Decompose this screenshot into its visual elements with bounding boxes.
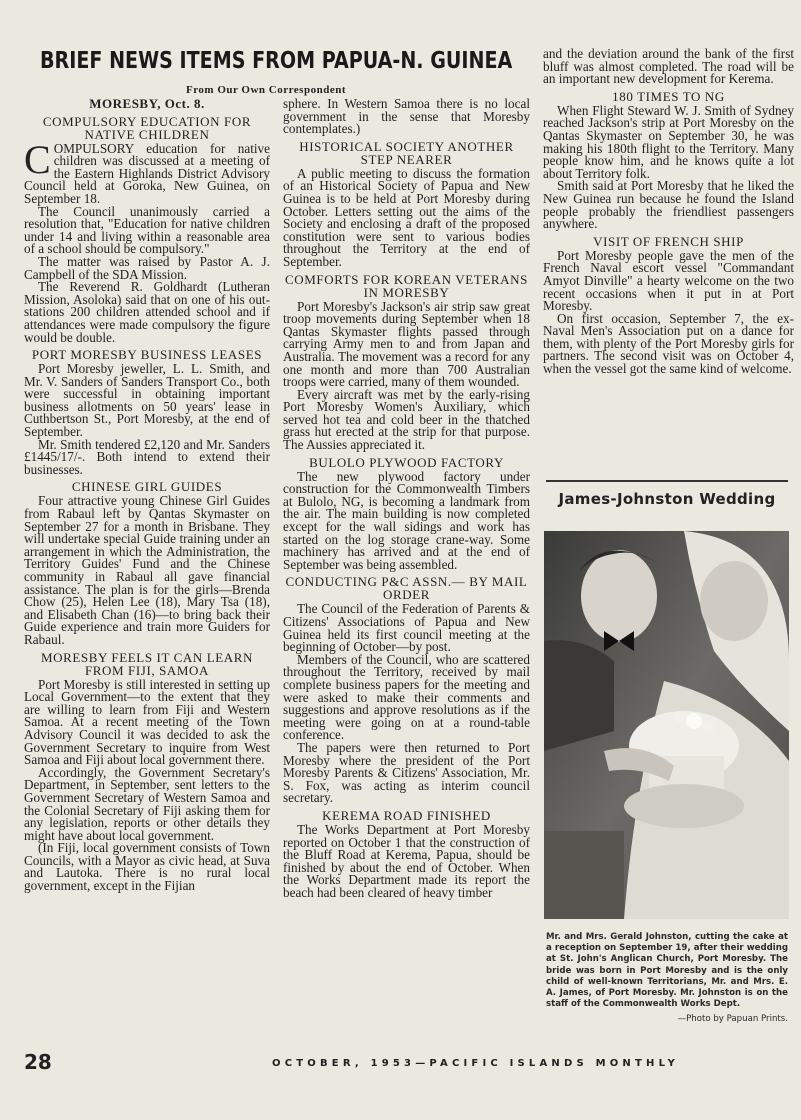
article-paragraph: The new plywood factory under construction for the Commonwealth Timbers at Bulolo, NG, is becoming a landmark from the air. The main building is now completed except for the wall sidings and work has started on the log storage crane-way. Some machinery has arrived and at the end of September was being assembled. [283, 468, 530, 572]
wedding-photo [544, 531, 789, 919]
subhead-180-times: 180 TIMES TO NG [612, 88, 725, 104]
byline: From Our Own Correspondent [186, 84, 346, 96]
article-paragraph: Four attractive young Chinese Girl Guides from Rabaul left by Qantas Skymaster on September 27 for a month in Brisbane. They will undertake special Guide training under an arrangement in which the Administration, the Territory Guides' Fund and the Chinese community in Rabaul all gave financial assistance. The plan is for the girls—Brenda Chow (25), Helen Lee (18), Mary Tsa (18), and Elisabeth Chan (16)—to bring back their Guide experience and train more Guiders for Rabaul. [24, 493, 270, 647]
caption-text: Mr. and Mrs. Gerald Johnston, cutting the cake at a reception on September 19, after their wedding at St. John's Anglican Church, Port Moresby. The bride was born in Port Moresby and is the only child of well-known Territorians, Mr. and Mrs. E. A. James, of Port Moresby. Mr. Johnston is on the staff of the Commonwealth Works Dept. [546, 932, 788, 1010]
article-paragraph: sphere. In Western Samoa there is no local government in the sense that Moresby contemplates.) [283, 98, 530, 137]
issue-footer: OCTOBER, 1953—PACIFIC ISLANDS MONTHLY [272, 1058, 680, 1069]
subhead-bulolo-plywood: BULOLO PLYWOOD FACTORY [309, 454, 504, 470]
column-1 [24, 98, 270, 1068]
article-paragraph: Port Moresby people gave the men of the French Naval escort vessel "Commandant Amyot Dinville" a hearty welcome on the two recent occasions when it put in at Port Moresby. [543, 247, 794, 314]
wedding-photo-illustration [544, 531, 789, 919]
subhead-pc-assn: CONDUCTING P&C ASSN.— BY MAIL ORDER [285, 574, 528, 603]
article-paragraph: The papers were then returned to Port Moresby where the president of the Port Moresby Parents & Citizens' Association, Mr. S. Fox, was acting as interim council secretary. [283, 739, 530, 806]
subhead-business-leases: PORT MORESBY BUSINESS LEASES [31, 347, 263, 363]
subhead-compulsory-education: COMPULSORY EDUCATION FOR NATIVE CHILDREN [42, 113, 252, 142]
subhead-chinese-girl-guides: CHINESE GIRL GUIDES [71, 479, 223, 495]
subhead-historical-society: HISTORICAL SOCIETY ANOTHER STEP NEARER [299, 138, 514, 167]
article-paragraph: The Council of the Federation of Parents & Citizens' Associations of Papua and New Guinea held its first council meeting at the beginning of October—by post. [283, 601, 530, 655]
article-paragraph: Accordingly, the Government Secretary's Department, in September, sent letters to the Government Secretary of Western Samoa and the Colonial Secretary of Fiji asking them for any legislation, reports or other details they might have about local government. [24, 764, 270, 843]
column-2 [283, 98, 530, 1068]
wedding-title: James-Johnston Wedding [558, 490, 776, 508]
article-paragraph: A public meeting to discuss the formation of an Historical Society of Papua and New Guinea is to be held at Port Moresby during October. Letters setting out the aims of the Society and enclosing a draft of the proposed constitution were sent to various bodies throughout the Territory at the end of September. [283, 165, 530, 269]
page-headline: BRIEF NEWS ITEMS FROM PAPUA-N. GUINEA [40, 48, 513, 74]
article-paragraph: Port Moresby's Jackson's air strip saw great troop movements during September when 18 Qantas Skymaster flights passed through carrying Army men to and from Japan and Australia. The movement was a record for any one month and more than 700 Australian troops were carried, many of them wounded. [283, 298, 530, 390]
page-number: 28 [24, 1050, 52, 1074]
article-paragraph: The matter was raised by Pastor A. J. Campbell of the SDA Mission. [24, 253, 270, 282]
article-paragraph: Every aircraft was met by the early-rising Port Moresby Women's Auxiliary, which served hot tea and cold beer in the thatched grass hut erected at the strip for that purpose. The Aussies appreciated it. [283, 386, 530, 453]
article-paragraph: COMPULSORY education for native children was discussed at a meeting of the Eastern Highlands District Advisory Council held at Goroka, New Guinea, on September 18. [24, 136, 270, 206]
section-rule [546, 480, 788, 482]
article-paragraph: Members of the Council, who are scattered throughout the Territory, received by mail complete business papers for the meeting and were asked to make their comments and suggestions and approve resolutions as if the meeting were going on at a round-table conference. [283, 651, 530, 743]
column-3 [543, 48, 794, 468]
article-paragraph: Port Moresby jeweller, L. L. Smith, and Mr. V. Sanders of Sanders Transport Co., both were successful in obtaining important business allotments on 50 years' lease in Cuthbertson St., Port Moresby, at the end of September. [24, 361, 270, 440]
article-paragraph: On first occasion, September 7, the ex-Naval Men's Association put on a dance for them, with plenty of the Port Moresby girls for partners. The second visit was on October 4, when the vessel got the same kind of welcome. [543, 310, 794, 377]
article-paragraph: Port Moresby is still interested in setting up Local Government—to the extent that they are willing to learn from Fiji and Western Samoa. At a recent meeting of the Town Advisory Council it was decided to ask the Government Secretary to inquire from West Samoa and Fiji about local government there. [24, 676, 270, 768]
photo-caption [546, 932, 788, 1026]
article-paragraph: (In Fiji, local government consists of Town Councils, with a Mayor as civic head, at Suva and Lautoka. There is no rural local government, except in the Fijian [24, 840, 270, 894]
photo-credit: —Photo by Papuan Prints. [677, 1014, 788, 1025]
article-paragraph: Mr. Smith tendered £2,120 and Mr. Sanders £1445/17/-. Both intend to extend their businesses. [24, 436, 270, 477]
subhead-korean-veterans: COMFORTS FOR KOREAN VETERANS IN MORESBY [285, 271, 528, 300]
article-paragraph: When Flight Steward W. J. Smith of Sydney reached Jackson's strip at Port Moresby on the Qantas Skymaster on September 30, he was making his 180th flight to the Territory. Many people know him, and he knows quite a lot about Territory folk. [543, 102, 794, 181]
dateline: MORESBY, Oct. 8. [89, 98, 205, 111]
article-paragraph: The Council unanimously carried a resolution that, "Education for native children under 14 and living within a reasonable area of a school should be compulsory." [24, 203, 270, 257]
article-paragraph: The Works Department at Port Moresby reported on October 1 that the construction of the Bluff Road at Kerema, Papua, should be finished by about the end of October. When the Works Department made its report the beach had been cleared of heavy timber [283, 821, 530, 900]
subhead-learn-from-fiji: MORESBY FEELS IT CAN LEARN FROM FIJI, SAMOA [40, 649, 254, 678]
article-paragraph: Smith said at Port Moresby that he liked the New Guinea run because he found the Island people probably the friendliest passengers anywhere. [543, 178, 794, 232]
drop-cap: C [24, 136, 51, 182]
article-paragraph: The Reverend R. Goldhardt (Lutheran Mission, Asoloka) said that on one of his out-stations 200 children attended school and if attendances were made compulsory the figure would be double. [24, 279, 270, 345]
subhead-french-ship: VISIT OF FRENCH SHIP [593, 233, 744, 249]
subhead-kerema-road: KEREMA ROAD FINISHED [322, 807, 491, 823]
article-paragraph: and the deviation around the bank of the first bluff was almost completed. The road will be an important new development for Kerema. [543, 48, 794, 87]
